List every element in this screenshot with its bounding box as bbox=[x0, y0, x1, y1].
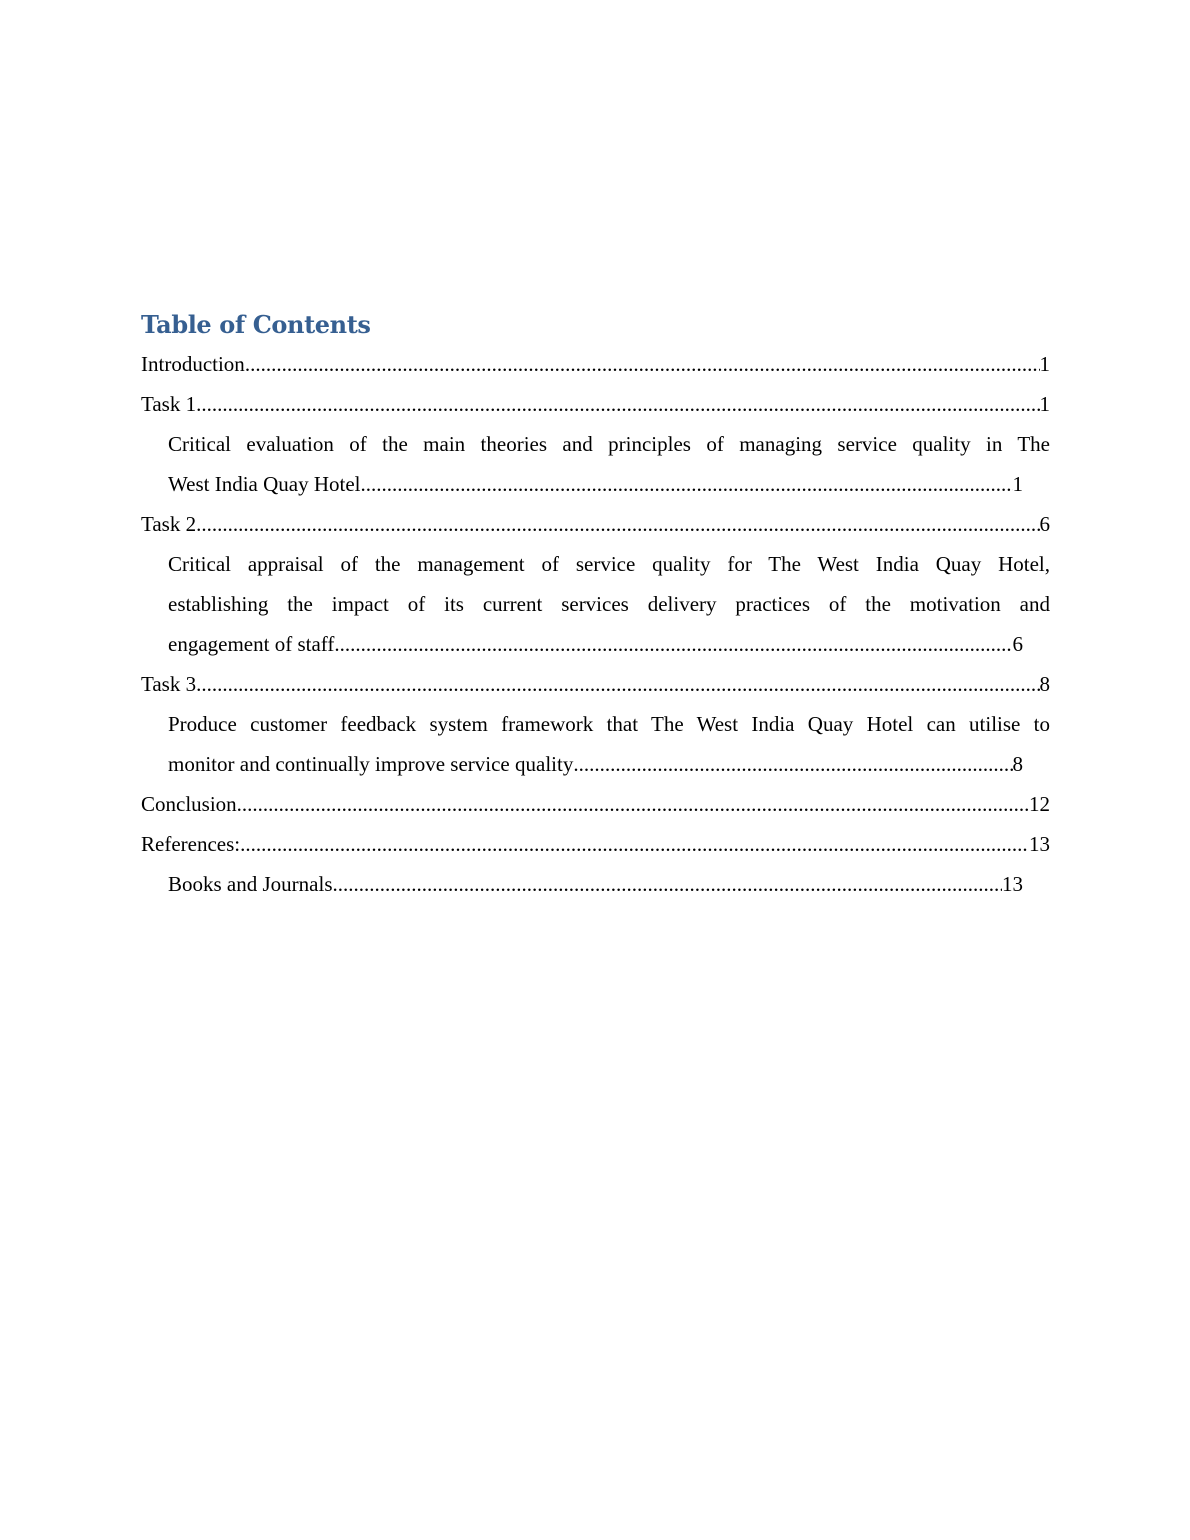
toc-entry-label: Conclusion bbox=[141, 792, 237, 816]
toc-entry-label: West India Quay Hotel bbox=[168, 472, 361, 496]
toc-entry-last-line bbox=[168, 624, 1023, 664]
toc-entry-last-line bbox=[168, 744, 1023, 784]
toc-leader-dots bbox=[361, 464, 1013, 504]
toc-entry-label-line: Critical appraisal of the management of service quality for The West India Quay Hotel, bbox=[168, 552, 1050, 576]
toc-entry-label: engagement of staff bbox=[168, 632, 335, 656]
toc-list bbox=[141, 344, 1050, 904]
toc-page-number: 8 bbox=[1039, 672, 1050, 696]
toc-entry-label-line: Produce customer feedback system framework that The West India Quay Hotel can utilise to bbox=[168, 712, 1050, 736]
toc-leader-dots bbox=[573, 744, 1012, 784]
toc-entry-last-line bbox=[168, 464, 1023, 504]
toc-entry-label: Task 2 bbox=[141, 512, 197, 536]
toc-leader-dots bbox=[196, 664, 1039, 704]
toc-page-number: 6 bbox=[1039, 512, 1050, 536]
toc-entry-task-2[interactable] bbox=[141, 504, 1050, 544]
toc-entry-label-line: Critical evaluation of the main theories and principles of managing service quality in The bbox=[168, 432, 1050, 456]
toc-leader-dots bbox=[237, 784, 1029, 824]
toc-page-number: 1 bbox=[1039, 352, 1050, 376]
toc-page-number: 13 bbox=[1029, 832, 1050, 856]
toc-entry-label: Introduction bbox=[141, 352, 245, 376]
toc-leader-dots bbox=[333, 864, 1003, 904]
toc-entry-label: monitor and continually improve service quality bbox=[168, 752, 574, 776]
toc-entry-references[interactable] bbox=[141, 824, 1050, 864]
toc-entry-introduction[interactable] bbox=[141, 344, 1050, 384]
toc-entry-label: Task 3 bbox=[141, 672, 197, 696]
toc-leader-dots bbox=[240, 824, 1029, 864]
toc-entry-critical-appraisal[interactable] bbox=[168, 544, 1050, 664]
toc-entry-customer-feedback[interactable] bbox=[168, 704, 1050, 784]
toc-entry-last-line bbox=[168, 864, 1023, 904]
toc-entry-conclusion[interactable] bbox=[141, 784, 1050, 824]
toc-leader-dots bbox=[196, 384, 1039, 424]
toc-page-number: 8 bbox=[1012, 752, 1023, 776]
toc-page-number: 1 bbox=[1012, 472, 1023, 496]
toc-page-number: 12 bbox=[1029, 792, 1050, 816]
toc-entry-books-and-journals[interactable] bbox=[168, 864, 1050, 904]
toc-entry-label: Books and Journals bbox=[168, 872, 333, 896]
toc-entry-task-3[interactable] bbox=[141, 664, 1050, 704]
toc-title: Table of Contents bbox=[141, 310, 371, 339]
toc-entry-critical-evaluation[interactable] bbox=[168, 424, 1050, 504]
toc-leader-dots bbox=[196, 504, 1039, 544]
toc-entry-task-1[interactable] bbox=[141, 384, 1050, 424]
toc-page-number: 1 bbox=[1039, 392, 1050, 416]
toc-page-number: 13 bbox=[1002, 872, 1023, 896]
document-page bbox=[141, 308, 1050, 904]
toc-entry-label: Task 1 bbox=[141, 392, 197, 416]
toc-page-number: 6 bbox=[1012, 632, 1023, 656]
toc-leader-dots bbox=[334, 624, 1012, 664]
toc-entry-label-line: establishing the impact of its current services delivery practices of the motivation and bbox=[168, 592, 1050, 616]
toc-leader-dots bbox=[245, 344, 1040, 384]
toc-entry-label: References: bbox=[141, 832, 241, 856]
